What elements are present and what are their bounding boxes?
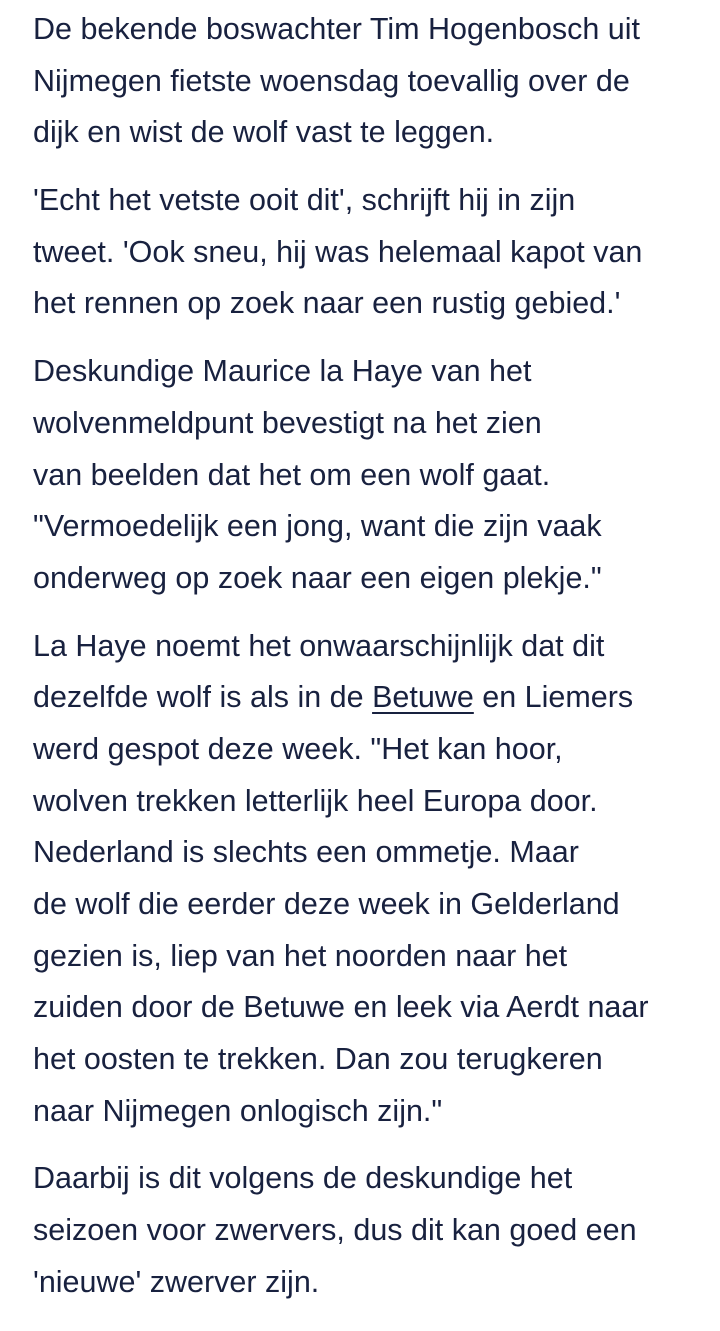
paragraph-line: naar Nijmegen onlogisch zijn." (33, 1093, 443, 1128)
paragraph-line: La Haye noemt het onwaarschijnlijk dat dit (33, 628, 605, 663)
paragraph-line: zuiden door de Betuwe en leek via Aerdt naar (33, 990, 649, 1025)
paragraph-1 (33, 4, 686, 159)
paragraph-line: Deskundige Maurice la Haye van het (33, 354, 532, 389)
paragraph-4 (33, 621, 686, 1138)
paragraph-line: de wolf die eerder deze week in Gelderland (33, 887, 620, 921)
paragraph-line: wolvenmeldpunt bevestigt na het zien (33, 405, 542, 440)
paragraph-line: 'Echt het vetste ooit dit', schrijft hij in zijn (33, 183, 576, 218)
article-body (0, 4, 720, 1331)
paragraph-line-with-link (33, 672, 686, 724)
paragraph-line: tweet. 'Ook sneu, hij was helemaal kapot van (33, 234, 643, 269)
paragraph-2 (33, 175, 686, 330)
paragraph-line: van beelden dat het om een wolf gaat. (33, 457, 551, 492)
paragraph-line: wolven trekken letterlijk heel Europa door. (33, 783, 598, 818)
paragraph-line: Daarbij is dit volgens de deskundige het (33, 1161, 573, 1196)
paragraph-line: "Vermoedelijk een jong, want die zijn vaak (33, 509, 602, 544)
paragraph-line: 'nieuwe' zwerver zijn. (33, 1264, 320, 1299)
paragraph-3 (33, 346, 686, 604)
paragraph-line: het rennen op zoek naar een rustig gebied.' (33, 286, 621, 321)
paragraph-line: onderweg op zoek naar een eigen plekje." (33, 560, 602, 595)
paragraph-line: Nederland is slechts een ommetje. Maar (33, 835, 579, 870)
paragraph-line: Nijmegen fietste woensdag toevallig over de (33, 63, 630, 98)
paragraph-line: seizoen voor zwervers, dus dit kan goed een (33, 1213, 637, 1248)
paragraph-line: werd gespot deze week. "Het kan hoor, (33, 731, 563, 766)
line-text: dezelfde wolf is als in de (33, 680, 373, 715)
paragraph-line: gezien is, liep van het noorden naar het (33, 938, 568, 973)
line-text: en Liemers (473, 680, 634, 715)
paragraph-line: dijk en wist de wolf vast te leggen. (33, 115, 495, 150)
paragraph-line: het oosten te trekken. Dan zou terugkeren (33, 1042, 603, 1077)
paragraph-5 (33, 1153, 686, 1308)
betuwe-link[interactable]: Betuwe (372, 680, 474, 715)
paragraph-line: De bekende boswachter Tim Hogenbosch uit (33, 12, 640, 46)
